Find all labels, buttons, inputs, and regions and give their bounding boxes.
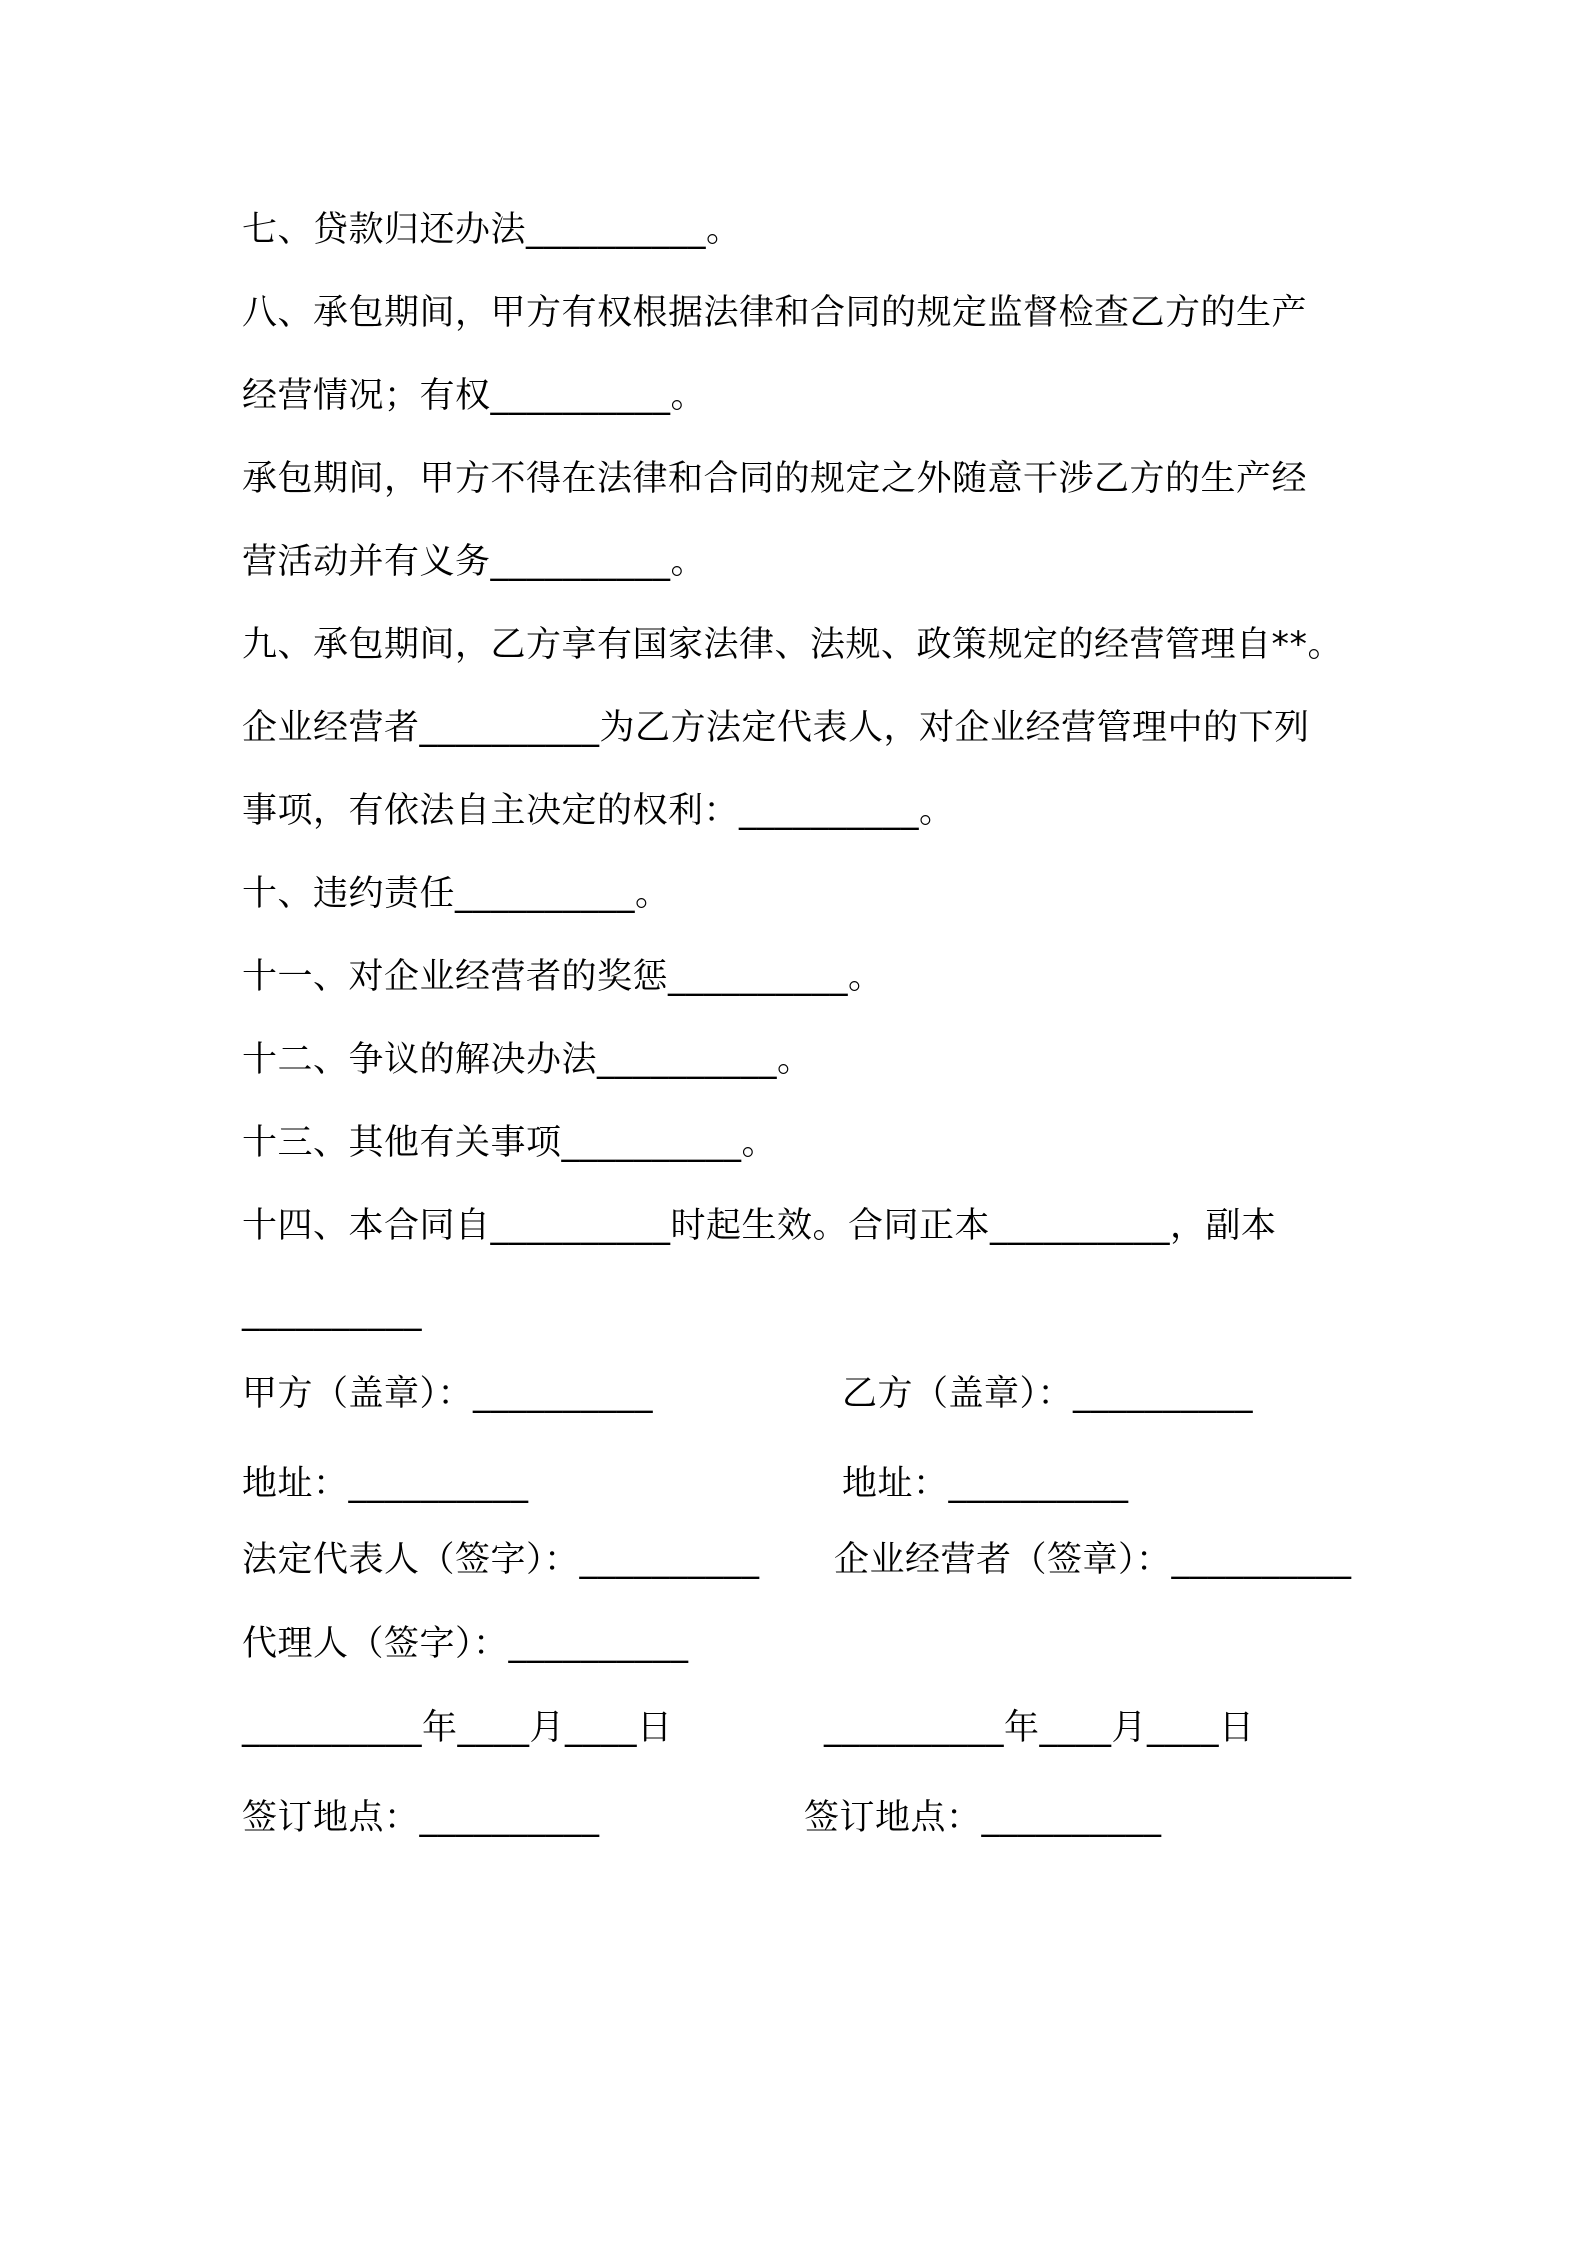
agent-field: 代理人（签字）：__________ [242, 1624, 689, 1664]
date-field-a: __________年____月____日 [242, 1708, 673, 1748]
clause-14-line-2: __________ [242, 1292, 422, 1332]
clause-13: 十三、其他有关事项__________。 [242, 1123, 778, 1163]
date-field-b: __________年____月____日 [824, 1708, 1255, 1748]
clause-14-line-1: 十四、本合同自__________时起生效。合同正本__________，副本 [242, 1206, 1277, 1246]
party-b-address-field: 地址：__________ [842, 1464, 1129, 1504]
party-b-seal-field: 乙方（盖章）：__________ [842, 1374, 1254, 1414]
clause-9-line-2: 企业经营者__________为乙方法定代表人，对企业经营管理中的下列 [242, 708, 1310, 748]
clause-9-line-3: 事项，有依法自主决定的权利：__________。 [242, 791, 955, 831]
signing-place-a: 签订地点：__________ [242, 1798, 600, 1838]
clause-8-line-4: 营活动并有义务__________。 [242, 542, 707, 582]
party-a-address-field: 地址：__________ [242, 1464, 529, 1504]
clause-10: 十、违约责任__________。 [242, 874, 671, 914]
signing-place-b: 签订地点：__________ [804, 1798, 1162, 1838]
clause-12: 十二、争议的解决办法__________。 [242, 1040, 813, 1080]
clause-8-line-2: 经营情况；有权__________。 [242, 376, 707, 416]
legal-representative-field: 法定代表人（签字）：__________ [242, 1540, 760, 1580]
clause-9-line-1: 九、承包期间，乙方享有国家法律、法规、政策规定的经营管理自**。 [242, 625, 1344, 665]
clause-8-line-1: 八、承包期间，甲方有权根据法律和合同的规定监督检查乙方的生产 [242, 293, 1308, 333]
enterprise-operator-field: 企业经营者（签章）：__________ [834, 1540, 1352, 1580]
clause-8-line-3: 承包期间，甲方不得在法律和合同的规定之外随意干涉乙方的生产经 [242, 459, 1308, 499]
clause-7: 七、贷款归还办法__________。 [242, 210, 742, 250]
party-a-seal-field: 甲方（盖章）：__________ [242, 1374, 654, 1414]
clause-11: 十一、对企业经营者的奖惩__________。 [242, 957, 884, 997]
